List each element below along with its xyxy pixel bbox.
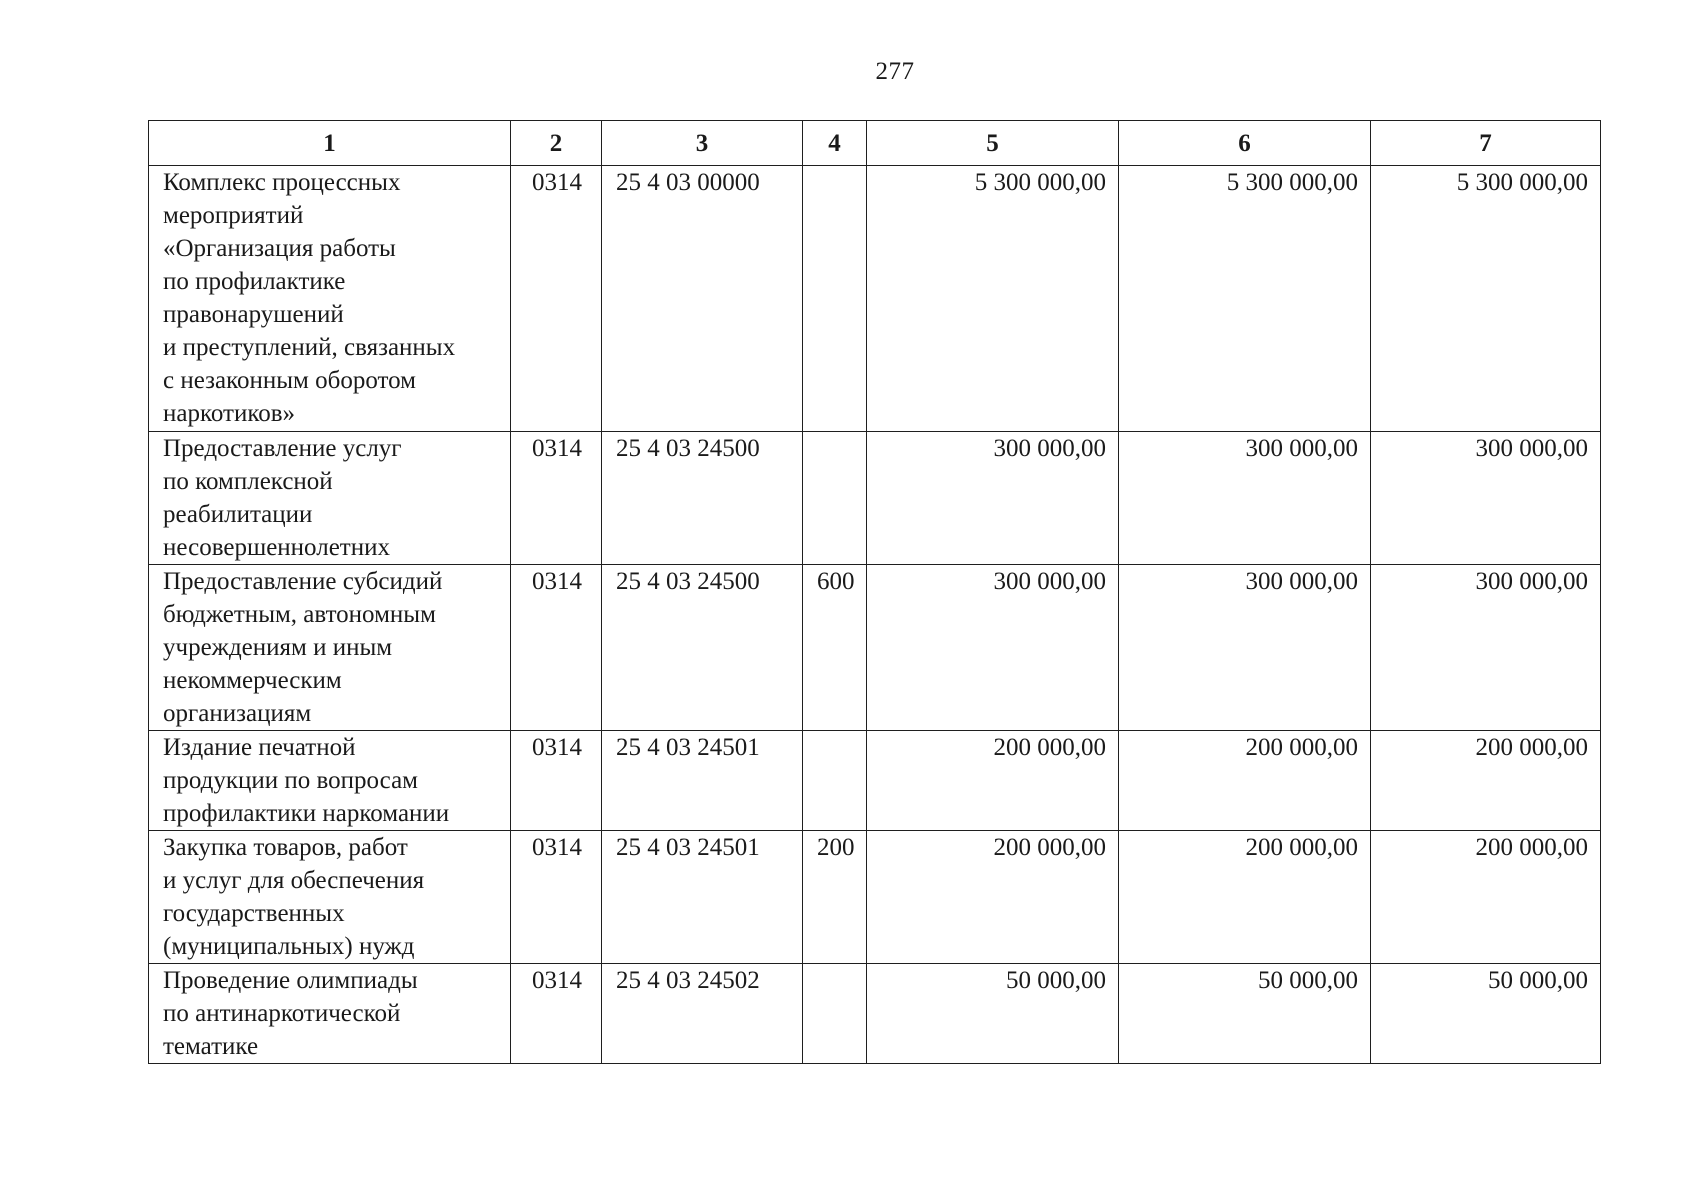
amount-col-6: 300 000,00 [1119, 565, 1371, 731]
table-row [149, 565, 1601, 731]
amount-col-6: 200 000,00 [1119, 831, 1371, 964]
amount-col-6: 50 000,00 [1119, 964, 1371, 1064]
row-name-line: правонарушений [163, 301, 344, 328]
amount-col-6: 200 000,00 [1119, 731, 1371, 831]
header-row [149, 121, 1601, 166]
row-name-line: Комплекс процессных [163, 169, 401, 196]
row-name-line: Предоставление субсидий [163, 568, 443, 595]
amount-col-6: 5 300 000,00 [1119, 166, 1371, 432]
amount-col-7: 200 000,00 [1371, 731, 1601, 831]
header-col-2: 2 [511, 121, 602, 166]
table-row [149, 731, 1601, 831]
table-row [149, 831, 1601, 964]
amount-col-7: 50 000,00 [1371, 964, 1601, 1064]
row-name-line: Проведение олимпиады [163, 967, 418, 994]
header-col-4: 4 [803, 121, 867, 166]
row-name-cell [149, 565, 511, 731]
target-article-cell: 25 4 03 00000 [602, 166, 803, 432]
expense-type-cell [803, 964, 867, 1064]
row-name-cell [149, 166, 511, 432]
amount-col-5: 200 000,00 [867, 731, 1119, 831]
row-name-line: (муниципальных) нужд [163, 933, 415, 960]
row-name-line: государственных [163, 900, 345, 927]
expense-type-cell: 200 [803, 831, 867, 964]
header-col-6: 6 [1119, 121, 1371, 166]
row-name-cell [149, 831, 511, 964]
row-name-line: несовершеннолетних [163, 534, 390, 561]
row-name-cell [149, 432, 511, 565]
section-code-cell: 0314 [511, 432, 602, 565]
row-name-line: с незаконным оборотом [163, 367, 416, 394]
row-name-line: организациям [163, 700, 312, 727]
amount-col-5: 200 000,00 [867, 831, 1119, 964]
table-row [149, 432, 1601, 565]
row-name-line: «Организация работы [163, 235, 396, 262]
amount-col-5: 300 000,00 [867, 565, 1119, 731]
row-name-line: по антинаркотической [163, 1000, 401, 1027]
expense-type-cell [803, 432, 867, 565]
header-col-1: 1 [149, 121, 511, 166]
row-name-line: учреждениям и иным [163, 634, 393, 661]
row-name-line: продукции по вопросам [163, 767, 418, 794]
amount-col-6: 300 000,00 [1119, 432, 1371, 565]
target-article-cell: 25 4 03 24502 [602, 964, 803, 1064]
row-name-line: бюджетным, автономным [163, 601, 436, 628]
row-name-line: реабилитации [163, 501, 313, 528]
header-col-3: 3 [602, 121, 803, 166]
row-name-line: Предоставление услуг [163, 435, 402, 462]
row-name-cell [149, 731, 511, 831]
row-name-line: по комплексной [163, 468, 333, 495]
section-code-cell: 0314 [511, 166, 602, 432]
row-name-line: тематике [163, 1033, 259, 1060]
amount-col-7: 300 000,00 [1371, 432, 1601, 565]
budget-table [148, 120, 1601, 1064]
expense-type-cell [803, 731, 867, 831]
row-name-line: мероприятий [163, 202, 304, 229]
amount-col-5: 5 300 000,00 [867, 166, 1119, 432]
header-col-5: 5 [867, 121, 1119, 166]
row-name-line: наркотиков» [163, 400, 296, 427]
amount-col-7: 5 300 000,00 [1371, 166, 1601, 432]
amount-col-5: 50 000,00 [867, 964, 1119, 1064]
row-name-line: Издание печатной [163, 734, 356, 761]
row-name-line: некоммерческим [163, 667, 342, 694]
row-name-cell [149, 964, 511, 1064]
target-article-cell: 25 4 03 24500 [602, 432, 803, 565]
section-code-cell: 0314 [511, 565, 602, 731]
amount-col-5: 300 000,00 [867, 432, 1119, 565]
expense-type-cell: 600 [803, 565, 867, 731]
amount-col-7: 300 000,00 [1371, 565, 1601, 731]
section-code-cell: 0314 [511, 731, 602, 831]
row-name-line: Закупка товаров, работ [163, 834, 408, 861]
expense-type-cell [803, 166, 867, 432]
amount-col-7: 200 000,00 [1371, 831, 1601, 964]
row-name-line: и преступлений, связанных [163, 334, 456, 361]
header-col-7: 7 [1371, 121, 1601, 166]
section-code-cell: 0314 [511, 831, 602, 964]
table-row [149, 166, 1601, 432]
row-name-line: по профилактике [163, 268, 346, 295]
target-article-cell: 25 4 03 24501 [602, 731, 803, 831]
target-article-cell: 25 4 03 24501 [602, 831, 803, 964]
section-code-cell: 0314 [511, 964, 602, 1064]
row-name-line: и услуг для обеспечения [163, 867, 425, 894]
page-number: 277 [875, 58, 915, 85]
table-row [149, 964, 1601, 1064]
target-article-cell: 25 4 03 24500 [602, 565, 803, 731]
row-name-line: профилактики наркомании [163, 800, 450, 827]
